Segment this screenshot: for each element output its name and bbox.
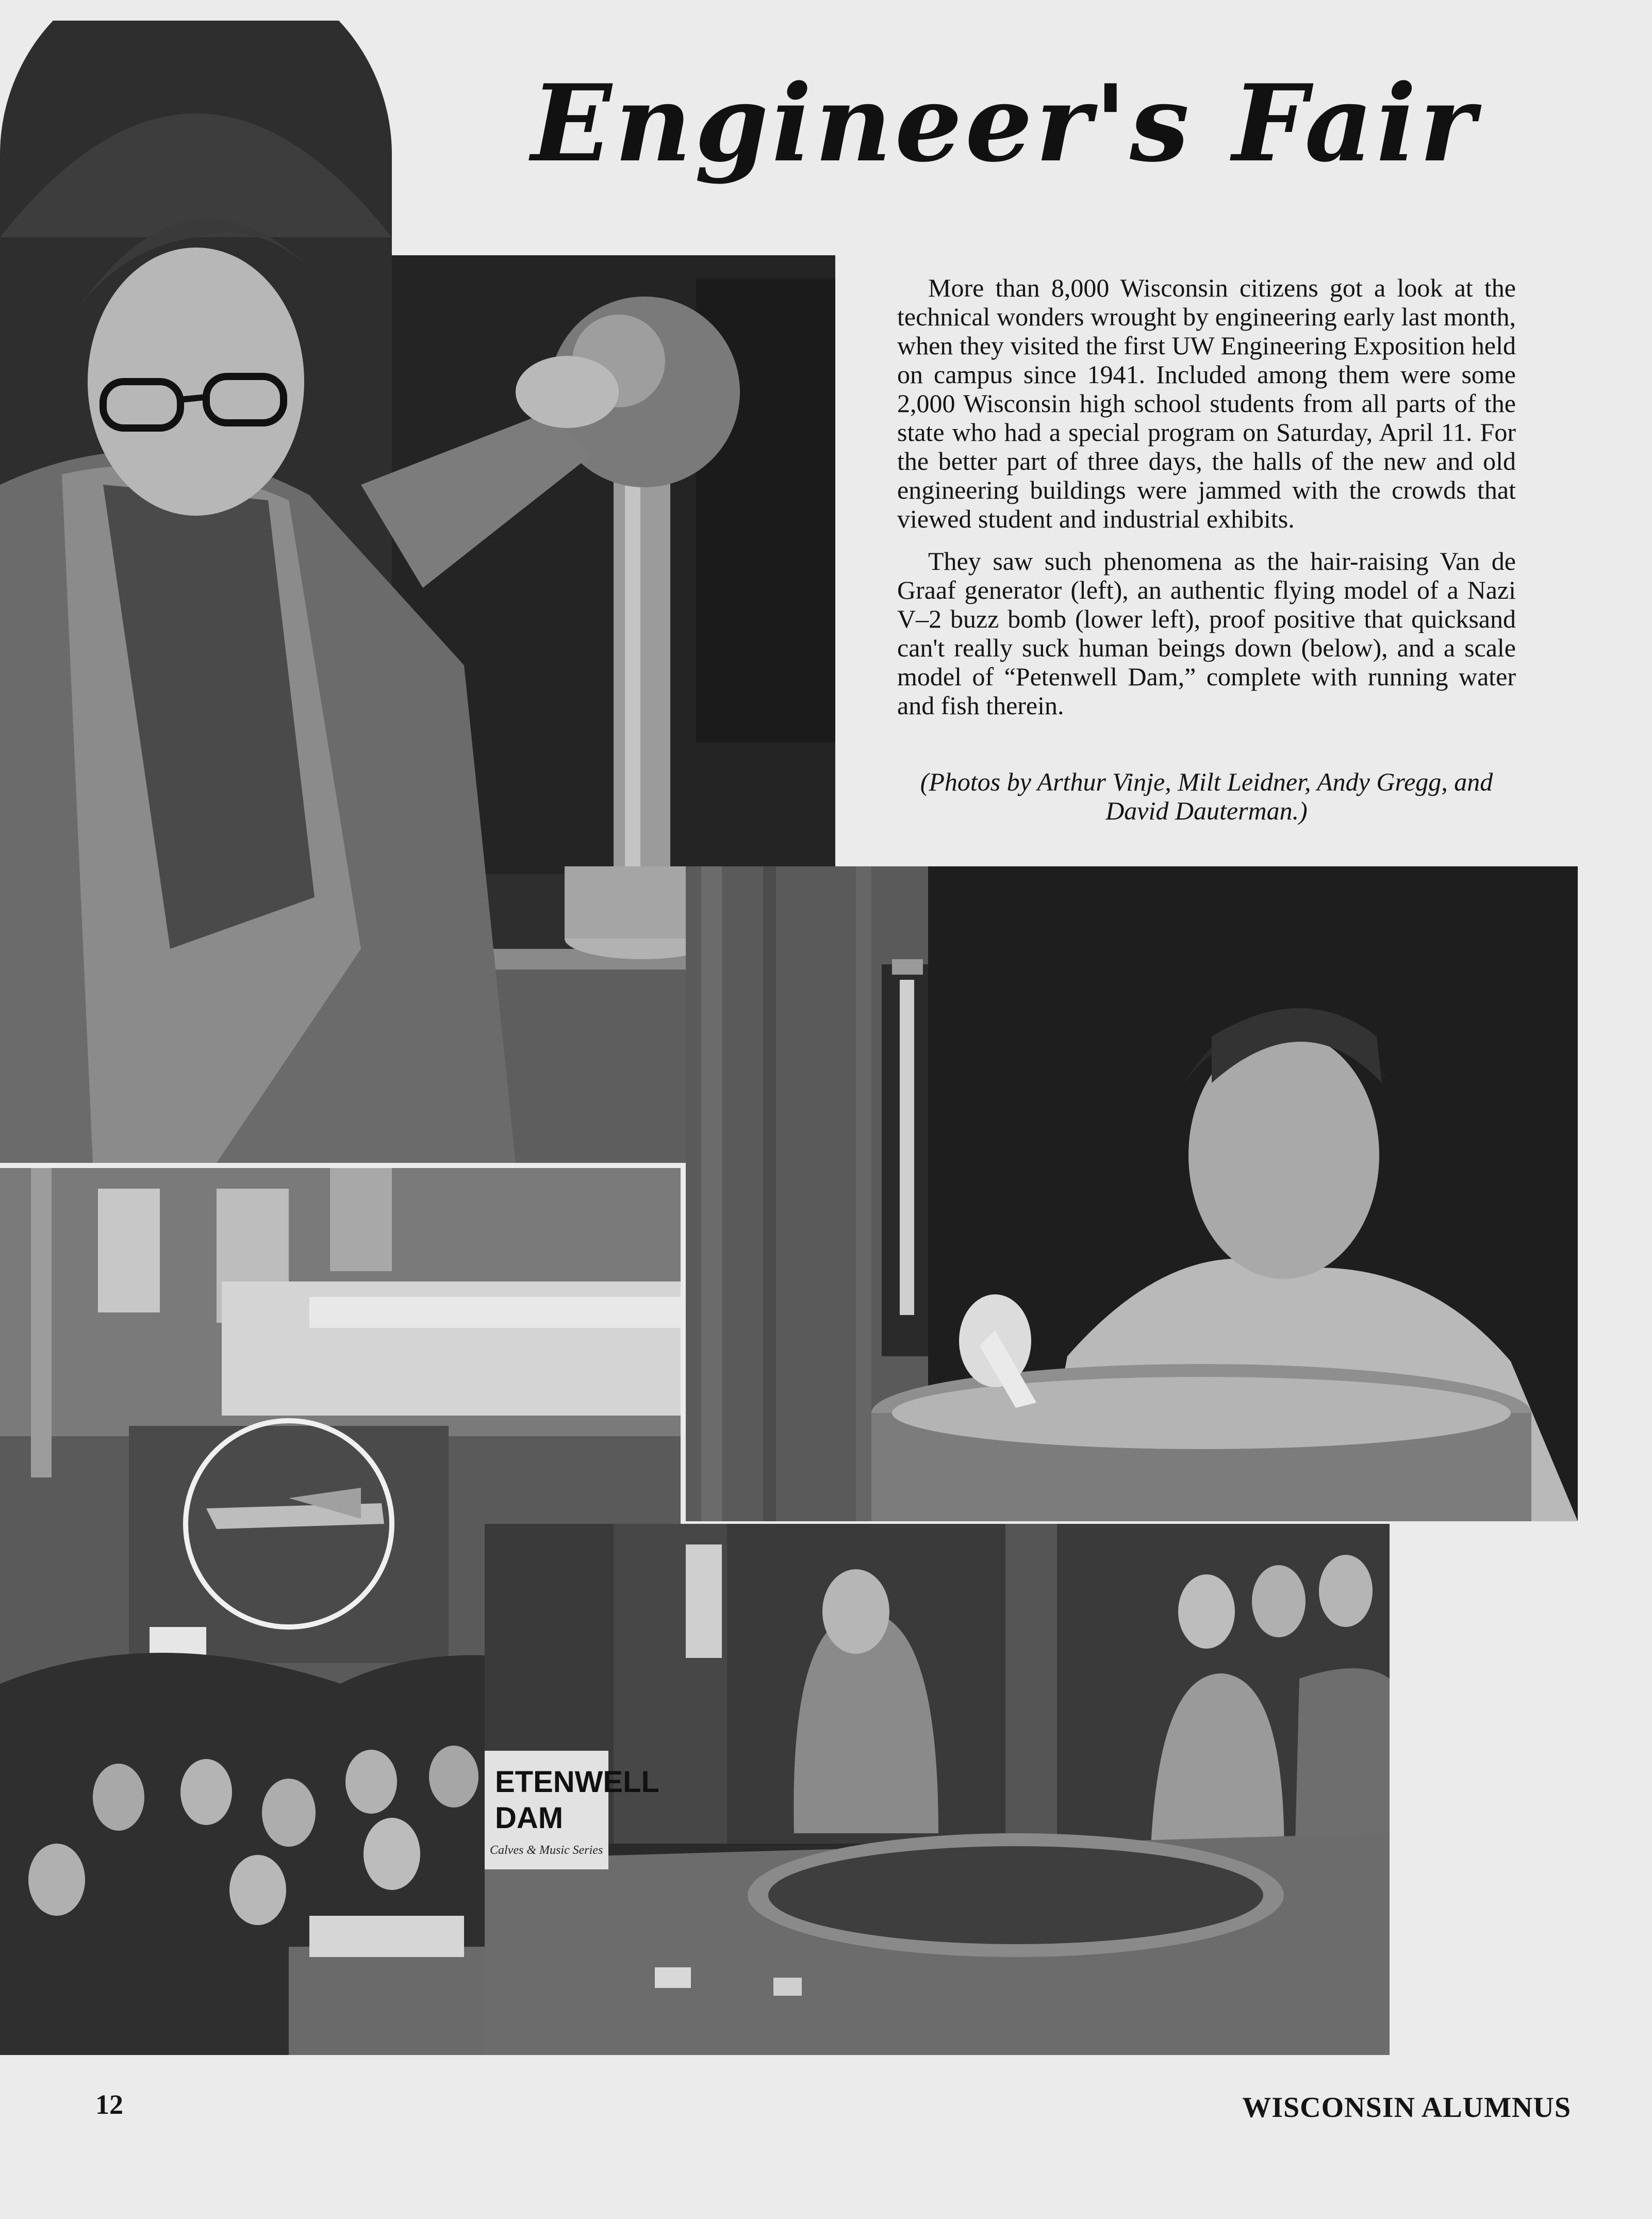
article-body [897,273,1516,733]
page-number: 12 [95,2089,123,2120]
photo-petenwell-dam-model [485,1524,1390,2055]
article-paragraph-1: More than 8,000 Wisconsin citizens got a look at the technical wonders wrought by engineering early last month, when they visited the first UW Engineering Exposition held on campus since 1941. Included among them were some 2,000 Wisconsin high school students from all parts of the state who had a special program on Saturday, April 11. For the better part of three days, the halls of the new and old engineering buildings were jammed with the crowds that viewed student and industrial exhibits. [897,273,1516,533]
dam-sign-line2: DAM [495,1801,564,1835]
photo-quicksand [686,866,1578,1521]
article-paragraph-2: They saw such phenomena as the hair-raising Van de Graaf generator (left), an authentic flying model of a Nazi V–2 buzz bomb (lower left), proof positive that quicksand can't really suck human beings down (below), and a scale model of “Petenwell Dam,” complete with running water and fish therein. [897,547,1516,720]
page-title: Engineer's Fair [531,62,1479,186]
magazine-name: WISCONSIN ALUMNUS [1242,2092,1571,2124]
dam-sign-line1: ETENWELL [495,1765,659,1799]
dam-sign-line3: Calves & Music Series [490,1844,603,1857]
photo-credit: (Photos by Arthur Vinje, Milt Leidner, Andy Gregg, and David Dauterman.) [920,767,1493,825]
